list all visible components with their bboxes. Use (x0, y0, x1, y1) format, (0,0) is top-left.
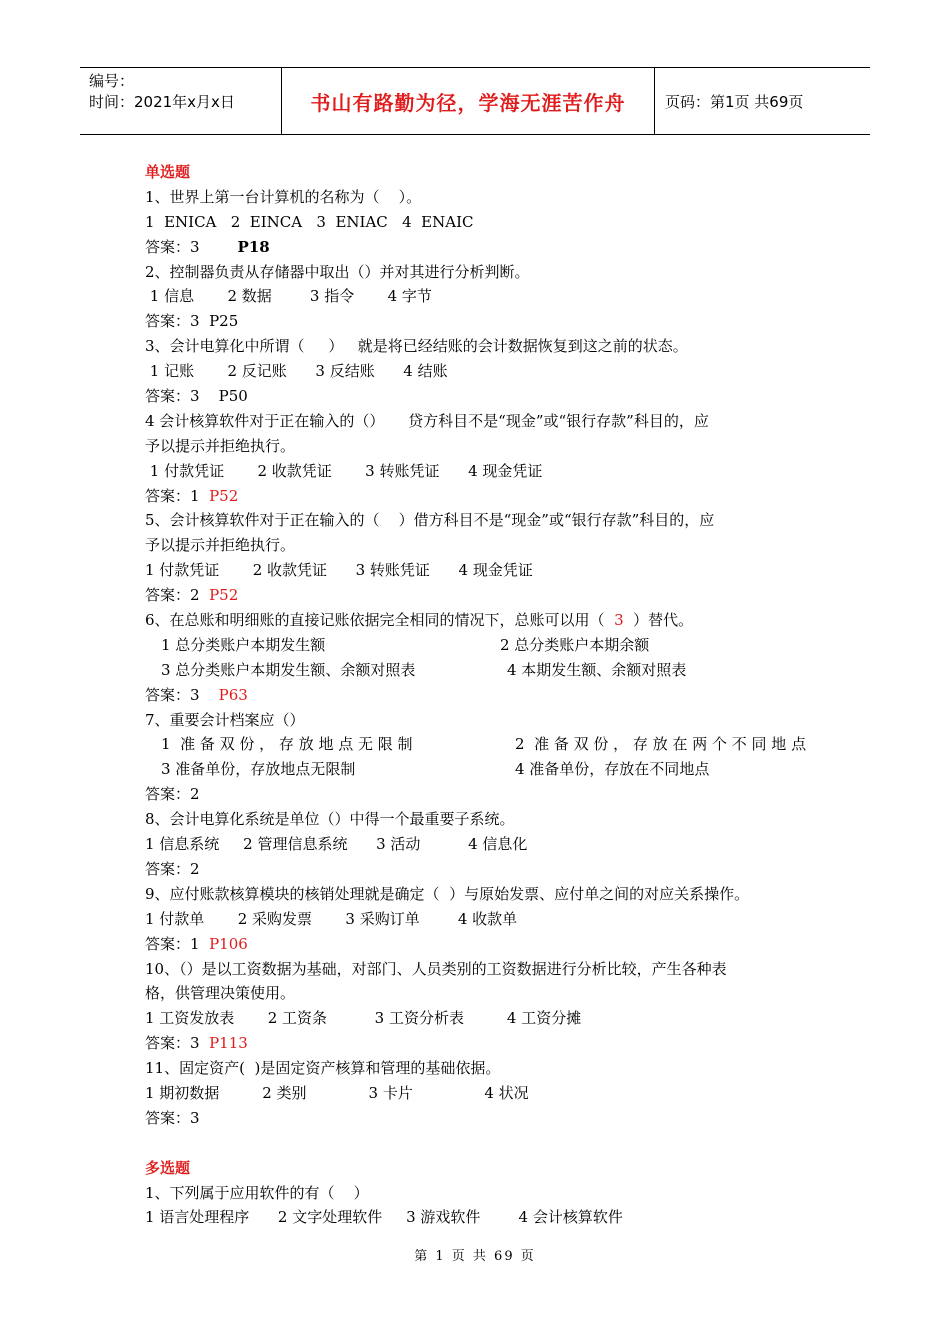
answer-2: 答案：3 P25 (145, 312, 239, 331)
answer-text: 答案：1 (145, 934, 210, 953)
question-6-options-row1 (145, 633, 825, 658)
answer-5 (145, 583, 825, 608)
header-page-info: 页码：第1页 共69页 (665, 92, 804, 111)
option-1: 1 准 备 双 份 ， 存 放 地 点 无 限 制 (161, 735, 413, 754)
number-label: 编号： (89, 72, 135, 90)
question-5-line2: 予以提示并拒绝执行。 (145, 536, 296, 555)
page-ref: P52 (209, 486, 239, 505)
page-ref: P63 (218, 685, 248, 704)
header-left-cell (80, 68, 282, 134)
question-11-options: 1 期初数据 2 类别 3 卡片 4 状况 (145, 1083, 529, 1102)
document-body (145, 160, 825, 1230)
section-gap (145, 1131, 825, 1156)
answer-4 (145, 484, 825, 509)
answer-1 (145, 235, 825, 260)
question-4-line1: 4 会计核算软件对于正在输入的（） 贷方科目不是“现金”或“银行存款”科目的，应 (145, 411, 709, 430)
option-3: 3 总分类账户本期发生额、余额对照表 (161, 660, 416, 679)
multi-question-1-options: 1 语言处理程序 2 文字处理软件 3 游戏软件 4 会计核算软件 (145, 1208, 623, 1227)
answer-text: 答案：2 (145, 586, 210, 605)
option-3: 3 准备单份，存放地点无限制 (161, 760, 356, 779)
question-10-line1: 10、（）是以工资数据为基础，对部门、人员类别的工资数据进行分析比较，产生各种表 (145, 959, 727, 978)
header-motto: 书山有路勤为径，学海无涯苦作舟 (282, 68, 655, 134)
question-9-options: 1 付款单 2 采购发票 3 采购订单 4 收款单 (145, 909, 518, 928)
question-5-line1: 5、会计核算软件对于正在输入的（ ）借方科目不是“现金”或“银行存款”科目的，应 (145, 511, 715, 530)
question-7: 7、重要会计档案应（） (145, 710, 305, 729)
answer-text: 答案：1 (145, 486, 210, 505)
question-1: 1、世界上第一台计算机的名称为（ ）。 (145, 187, 422, 206)
answer-text: 答案：3 (145, 237, 200, 256)
question-2: 2、控制器负责从存储器中取出（）并对其进行分析判断。 (145, 262, 530, 281)
answer-3: 答案：3 P50 (145, 387, 248, 406)
answer-9 (145, 932, 825, 957)
question-11: 11、固定资产( )是固定资产核算和管理的基础依据。 (145, 1059, 501, 1078)
option-4: 4 准备单份，存放在不同地点 (515, 760, 710, 779)
page-footer: 第 1 页 共 69 页 (414, 1249, 536, 1264)
page-ref: P106 (209, 934, 248, 953)
answer-text: 答案：3 (145, 685, 219, 704)
question-7-options-row2 (145, 757, 825, 782)
question-8-options: 1 信息系统 2 管理信息系统 3 活动 4 信息化 (145, 835, 528, 854)
question-6 (145, 608, 825, 633)
question-9: 9、应付账款核算模块的核销处理就是确定（ ）与原始发票、应付单之间的对应关系操作。 (145, 884, 750, 903)
question-2-options: 1 信息 2 数据 3 指令 4 字节 (145, 287, 432, 306)
page-header (80, 67, 870, 135)
question-10-line2: 格，供管理决策使用。 (145, 984, 296, 1003)
option-2: 2 总分类账户本期余额 (500, 635, 650, 654)
question-3-options: 1 记账 2 反记账 3 反结账 4 结账 (145, 362, 448, 381)
option-2: 2 准 备 双 份 ， 存 放 在 两 个 不 同 地 点 (515, 735, 807, 754)
answer-11: 答案：3 (145, 1108, 200, 1127)
question-6-options-row2 (145, 658, 825, 683)
answer-8: 答案：2 (145, 859, 200, 878)
question-3: 3、会计电算化中所谓（ ） 就是将已经结账的会计数据恢复到这之前的状态。 (145, 337, 688, 356)
question-1-options: 1 ENICA 2 EINCA 3 ENIAC 4 ENAIC (145, 212, 474, 231)
marked-answer: 3 (614, 611, 624, 630)
question-4-options: 1 付款凭证 2 收款凭证 3 转账凭证 4 现金凭证 (145, 461, 543, 480)
question-8: 8、会计电算化系统是单位（）中得一个最重要子系统。 (145, 810, 515, 829)
page-ref: P113 (209, 1034, 248, 1053)
time-label: 时间：2021年x月x日 (89, 93, 235, 111)
option-1: 1 总分类账户本期发生额 (161, 635, 326, 654)
option-4: 4 本期发生额、余额对照表 (507, 660, 687, 679)
multi-question-1: 1、下列属于应用软件的有（ ） (145, 1183, 369, 1202)
section-title-multi: 多选题 (145, 1158, 191, 1177)
page-ref: P18 (237, 237, 270, 256)
section-title-single: 单选题 (145, 163, 191, 181)
answer-7: 答案：2 (145, 785, 200, 804)
page-ref: P52 (209, 586, 239, 605)
question-4-line2: 予以提示并拒绝执行。 (145, 436, 296, 455)
answer-text: 答案：3 (145, 1034, 210, 1053)
answer-10 (145, 1031, 825, 1056)
answer-6 (145, 683, 825, 708)
question-5-options: 1 付款凭证 2 收款凭证 3 转账凭证 4 现金凭证 (145, 561, 533, 580)
question-7-options-row1 (145, 732, 825, 757)
question-10-options: 1 工资发放表 2 工资条 3 工资分析表 4 工资分摊 (145, 1009, 582, 1028)
question-text: 6、在总账和明细账的直接记账依据完全相同的情况下，总账可以用（ (145, 611, 615, 630)
question-text-end: ）替代。 (623, 611, 694, 630)
